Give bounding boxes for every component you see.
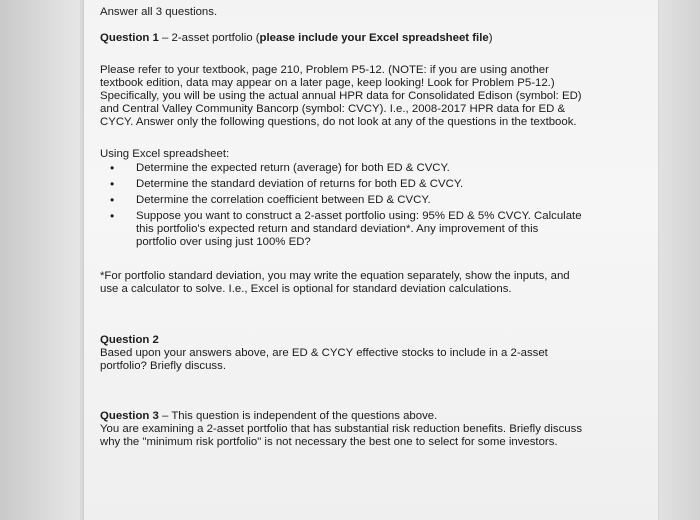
instructions-text: Answer all 3 questions. bbox=[100, 6, 218, 18]
bullet-text: this portfolio's expected return and standard deviation*. Any improvement of this bbox=[136, 223, 539, 235]
bullet-text: portfolio over using just 100% ED? bbox=[136, 236, 311, 248]
question-1-para-line: Please refer to your textbook, page 210, Problem P5-12. (NOTE: if you are using another bbox=[100, 64, 549, 76]
question-2-para-line: Based upon your answers above, are ED & CYCY effective stocks to include in a 2-asset bbox=[100, 347, 548, 359]
question-1-title-end: ) bbox=[488, 32, 493, 44]
footnote-line: use a calculator to solve. I.e., Excel is optional for standard deviation calculations. bbox=[100, 283, 512, 295]
bullet-text: Determine the expected return (average) for both ED & CVCY. bbox=[136, 162, 450, 174]
question-1-title-rest: – 2-asset portfolio ( bbox=[158, 32, 260, 44]
background-left bbox=[0, 0, 80, 520]
question-1-para-line: CYCY. Answer only the following questions, do not look at any of the questions in the textbook. bbox=[100, 116, 577, 128]
question-2-title: Question 2 bbox=[100, 334, 159, 346]
question-1-para-line: and Central Valley Community Bancorp (symbol: CVCY). I.e., 2008-2017 HPR data for ED & bbox=[100, 103, 566, 115]
bullet-text: Determine the standard deviation of returns for both ED & CVCY. bbox=[136, 178, 464, 190]
question-3-para-line: why the "minimum risk portfolio" is not necessary the best one to select for some investors. bbox=[100, 436, 558, 448]
bullet-glyph: • bbox=[110, 161, 115, 175]
question-1-heading bbox=[100, 32, 493, 45]
document-page bbox=[84, 0, 658, 520]
bullet-glyph: • bbox=[110, 177, 115, 191]
question-3-title-rest: – This question is independent of the questions above. bbox=[158, 410, 438, 422]
question-1-para-line: Specifically, you will be using the actual annual HPR data for Consolidated Edison (symbol: ED) bbox=[100, 90, 582, 102]
question-3-title: Question 3 bbox=[100, 410, 159, 422]
question-3-para-line: You are examining a 2-asset portfolio that has substantial risk reduction benefits. Briefly discuss bbox=[100, 423, 583, 435]
question-1-title-bold: please include your Excel spreadsheet file bbox=[259, 32, 489, 44]
question-1-title: Question 1 bbox=[100, 32, 159, 44]
bullet-glyph: • bbox=[110, 209, 115, 223]
footnote-line: *For portfolio standard deviation, you may write the equation separately, show the inputs, and bbox=[100, 270, 570, 282]
question-2-para-line: portfolio? Briefly discuss. bbox=[100, 360, 226, 372]
bullet-text: Determine the correlation coefficient between ED & CVCY. bbox=[136, 194, 431, 206]
question-1-para-line: textbook edition, data may appear on a later page, keep looking! Look for Problem P5-12.) bbox=[100, 77, 555, 89]
excel-intro: Using Excel spreadsheet: bbox=[100, 148, 230, 160]
bullet-text: Suppose you want to construct a 2-asset portfolio using: 95% ED & 5% CVCY. Calculate bbox=[136, 210, 582, 222]
bullet-glyph: • bbox=[110, 193, 115, 207]
question-3-heading bbox=[100, 410, 437, 423]
